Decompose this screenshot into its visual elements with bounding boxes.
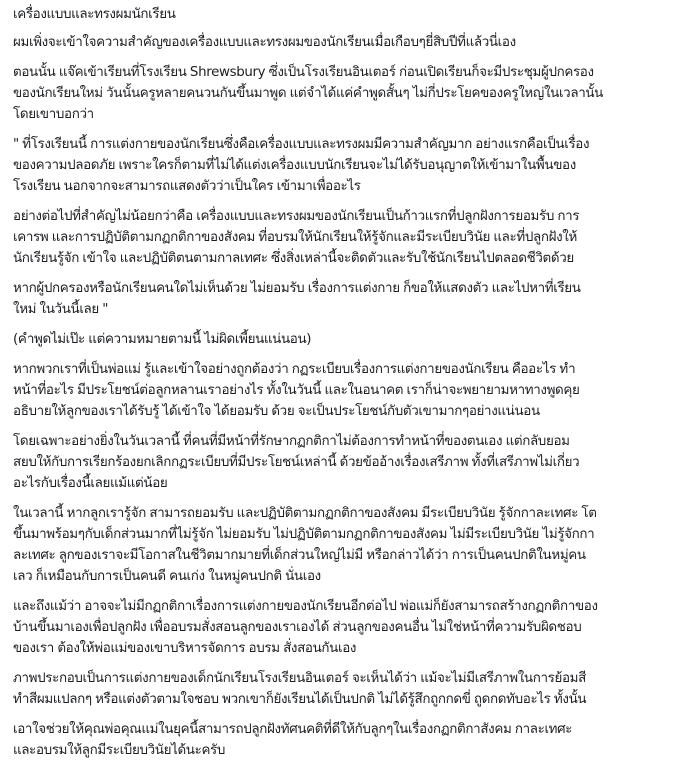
paragraph-disclaimer [13, 329, 690, 350]
paragraph-line: เลว ก็เหมือนกับการเป็นคนดี คนเก่ง ในหมู่คนปกติ นั่นเอง [13, 569, 321, 584]
paragraph-quote-1 [13, 134, 690, 197]
paragraph-line: ขึ้นมาพร้อมๆกับเด็กส่วนมากที่ไม่รู้จัก ไม่ยอมรับ ไม่ปฏิบัติตามกฏกติกาของสังคม ไม่มีระเบียบวินัย ไม่รู้จักกา [13, 527, 595, 542]
paragraph-intro [13, 32, 690, 53]
paragraph-line: " ที่โรงเรียนนี้ การแต่งกายของนักเรียนซึ่งคือเครื่องแบบและทรงผมมีความสำคัญมาก อย่างแรกคือเป็นเรื่อง [13, 137, 590, 152]
paragraph-nowadays [13, 503, 690, 587]
paragraph-line: ตอนนั้น แจ๊คเข้าเรียนที่โรงเรียน Shrewsbury ซึ่งเป็นโรงเรียนอินเตอร์ ก่อนเปิดเรียนก็จะมีประชุมผู้ปกครอง [13, 65, 594, 80]
paragraph-line: หากผู้ปกครองหรือนักเรียนคนใดไม่เห็นด้วย ไม่ยอมรับ เรื่องการแต่งกาย ก็ขอให้แสดงตัว และไปหาที่เรียน [13, 281, 581, 296]
paragraph-line: ในเวลานี้ หากลูกเรารู้จัก สามารถยอมรับ และปฏิบัติตามกฏกติกาของสังคม มีระเบียบวินัย รู้จักกาละเทศะ โต [13, 506, 597, 521]
paragraph-image-caption [13, 668, 690, 710]
paragraph-line: ของเรา ต้องให้พ่อแม่ของเขาบริหารจัดการ อบรม สั่งสอนกันเอง [13, 641, 357, 656]
paragraph-line: และอบรมให้ลูกมีระเบียบวินัยได้นะครับ [13, 743, 226, 758]
paragraph-line: โรงเรียน นอกจากจะสามารถแสดงตัวว่าเป็นใคร เข้ามาเพื่ออะไร [13, 179, 361, 194]
paragraph-line: และถึงแม้ว่า อาจจะไม่มีกฏกติกาเรื่องการแต่งกายของนักเรียนอีกต่อไป พ่อแม่ก็ยังสามารถสร้างกฏกติกาของ [13, 599, 598, 614]
paragraph-closing [13, 719, 690, 761]
paragraph-quote-2 [13, 206, 690, 269]
paragraph-line: ผมเพิ่งจะเข้าใจความสำคัญของเครื่องแบบและทรงผมของนักเรียนเมื่อเกือบๆยี่สิบปีที่แล้วนี่เอง [13, 35, 516, 50]
paragraph-line: เคารพ และการปฏิบัติตามกฏกติกาของสังคม ที่อบรมให้นักเรียนให้รู้จักและมีระเบียบวินัย และที่ปลูกฝังให้ [13, 230, 577, 245]
paragraph-line: ทำสีผมแปลกๆ หรือแต่งตัวตามใจชอบ พวกเขาก็ยังเรียนได้เป็นปกติ ไม่ได้รู้สึกถูกกดขี่ ถูดกดทับอะไร ทั้งนั้น [13, 692, 587, 707]
paragraph-line: โดยเขาบอกว่า [13, 107, 94, 122]
paragraph-story [13, 62, 690, 125]
paragraph-line: ละเทศะ ลูกของเราจะมีโอกาสในชีวิตมากมายที่เด็กส่วนใหญ่ไม่มี หรือกล่าวได้ว่า การเป็นคนปกติในหมู่คน [13, 548, 586, 563]
paragraph-especially [13, 431, 690, 494]
paragraph-parents [13, 359, 690, 422]
paragraph-line: เอาใจช่วยให้คุณพ่อคุณแม่ในยุคนี้สามารถปลูกฝังทัศนคติที่ดีให้กับลูกๆในเรื่องกฏกติกาสังคม กาละเทศะ [13, 722, 573, 737]
paragraph-line: หากพวกเราที่เป็นพ่อแม่ รู้และเข้าใจอย่างถูกต้องว่า กฏระเบียบเรื่องการแต่งกายของนักเรียน คืออะไร ทำ [13, 362, 576, 377]
paragraph-line: ภาพประกอบเป็นการแต่งกายของเด็กนักเรียนโรงเรียนอินเตอร์ จะเห็นได้ว่า แม้จะไม่มีเสรีภาพในการย้อมสี [13, 671, 586, 686]
paragraph-line: อย่างต่อไปที่สำคัญไม่น้อยกว่าคือ เครื่องแบบและทรงผมของนักเรียนเป็นก้าวแรกที่ปลูกฝังการยอมรับ การ [13, 209, 580, 224]
paragraph-line: ของความปลอดภัย เพราะใครก็ตามที่ไม่ได้แต่งเครื่องแบบนักเรียนจะไม่ได้รับอนุญาตให้เข้ามาในพื้นของ [13, 158, 576, 173]
paragraph-line: ของนักเรียนใหม่ วันนั้นครูหลายคนวนกันขึ้นมาพูด แต่จำได้แค่คำพูดสั้นๆ ไม่กี่ประโยคของครูใหญ่ในเวลานั้น [13, 86, 603, 101]
paragraph-line: หน้าที่อะไร มีประโยชน์ต่อลูกหลานเราอย่างไร ทั้งในวันนี้ และในอนาคต เราก็น่าจะพยายามหาทางพูดคุย [13, 383, 580, 398]
paragraph-line: สยบให้กับการเรียกร้องยกเลิกกฏระเบียบที่มีประโยชน์เหล่านี้ ด้วยข้ออ้างเรื่องเสรีภาพ ทั้งที่เสรีภาพไม่เกี่ยว [13, 455, 580, 470]
paragraph-line: บ้านขึ้นมาเองเพื่อปลูกฝัง เพื่ออบรมสั่งสอนลูกของเราเองได้ ส่วนลูกของคนอื่น ไม่ใช่หน้าที่ความรับผิดชอบ [13, 620, 582, 635]
paragraph-line: ใหม่ ในวันนี้เลย " [13, 302, 109, 317]
paragraph-line: อธิบายให้ลูกของเราได้รับรู้ ได้เข้าใจ ได้ยอมรับ ด้วย จะเป็นประโยชน์กับตัวเขามากๆอย่างแน่นอน [13, 404, 540, 419]
paragraph-line: นักเรียนรู้จัก เข้าใจ และปฏิบัติตนตามกาลเทศะ ซึ่งสิ่งเหล่านี้จะติดตัวและรับใช้นักเรียนไปตลอดชีวิตด้วย [13, 251, 574, 266]
post-title-text: เครื่องแบบและทรงผมนักเรียน [13, 7, 176, 22]
paragraph-even-if [13, 596, 690, 659]
post-title [13, 4, 690, 25]
paragraph-line: โดยเฉพาะอย่างยิ่งในวันเวลานี้ ที่คนที่มีหน้าที่รักษากฏกติกาไม่ต้องการทำหน้าที่ของตนเอง แต่กลับยอม [13, 434, 570, 449]
paragraph-line: อะไรกับเรื่องนี้เลยแม้แต่น้อย [13, 476, 168, 491]
paragraph-quote-3 [13, 278, 690, 320]
paragraph-line: (คำพูดไม่เป๊ะ แต่ความหมายตามนี้ ไม่ผิดเพี้ยนแน่นอน) [13, 332, 312, 347]
